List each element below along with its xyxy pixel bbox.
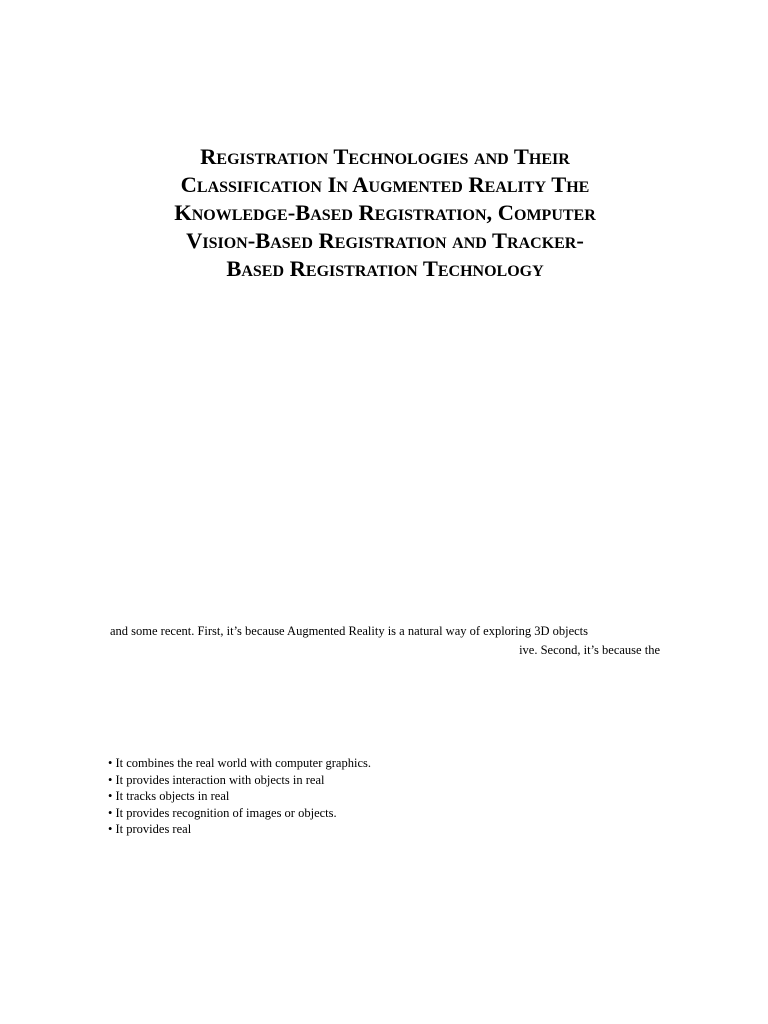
title-line: Based Registration Technology [226,256,544,281]
list-item: • It provides interaction with objects in real [108,772,325,787]
list-item: • It combines the real world with computer graphics. [108,756,371,770]
title-line: Vision-Based Registration and Tracker- [186,228,584,253]
title-line: Classification In Augmented Reality The [180,172,590,197]
body-text-fragment [110,622,660,660]
body-text-line: ive. Second, it’s because the [519,643,660,657]
feature-bullet-list [108,755,608,838]
list-item: • It tracks objects in real [108,789,230,803]
body-text-line: and some recent. First, it’s because Augmented Reality is a natural way of exploring 3D objects [110,624,589,638]
title-line: Knowledge-Based Registration, Computer [174,200,596,225]
document-title [110,143,660,283]
list-item: • It provides real [108,822,192,836]
title-line: Registration Technologies and Their [200,144,570,169]
list-item: • It provides recognition of images or objects. [108,805,337,820]
